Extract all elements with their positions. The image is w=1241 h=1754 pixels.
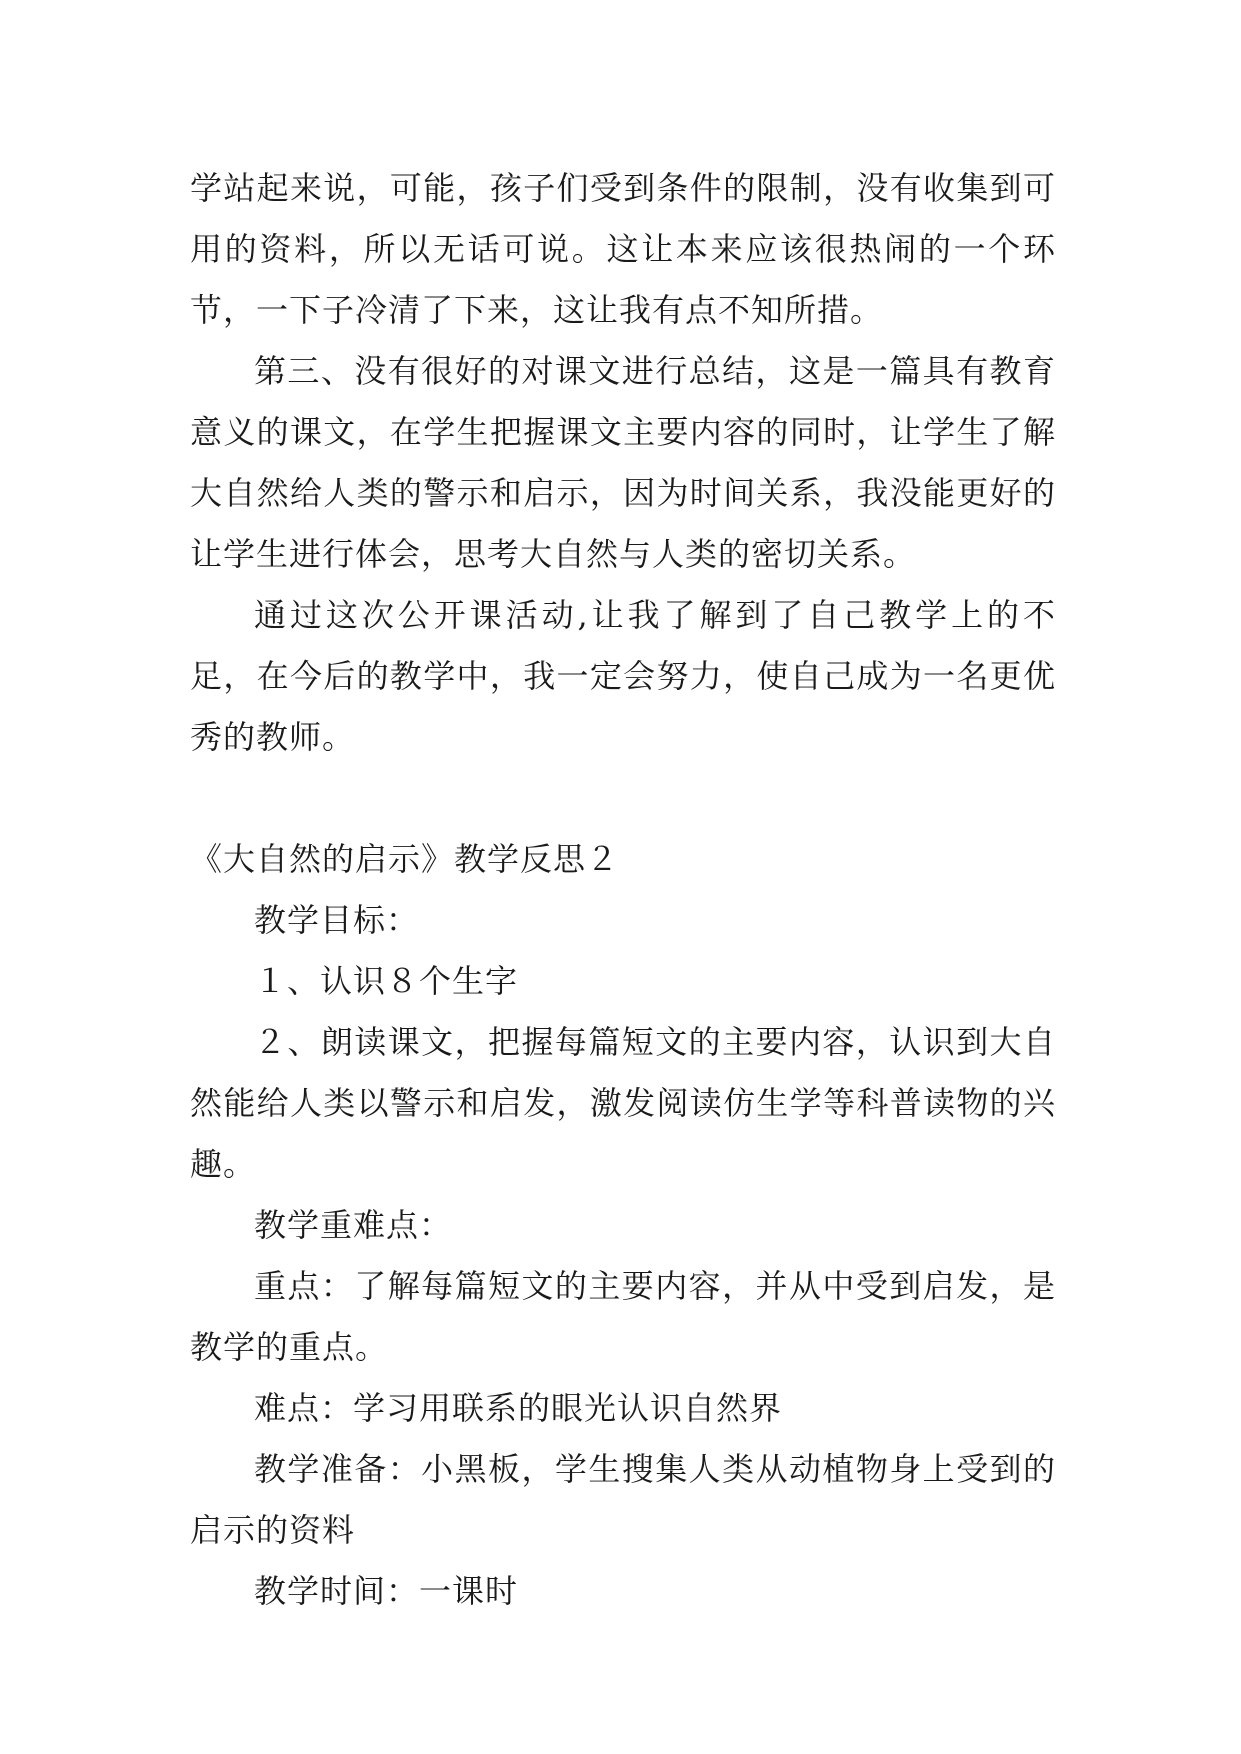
paragraph-teaching-time: 教学时间：一课时	[254, 1572, 519, 1610]
paragraph-preparation: 教学准备：小黑板，学生搜集人类从动植物身上受到的启示的资料	[190, 1450, 1056, 1549]
paragraph-teaching-goals-label: 教学目标：	[254, 901, 420, 939]
paragraph-goal-1: １、认识８个生字	[254, 962, 519, 1000]
paragraph-continuation: 学站起来说，可能，孩子们受到条件的限制，没有收集到可用的资料，所以无话可说。这让本来应该很热闹的一个环节，一下子冷清了下来，这让我有点不知所措。	[190, 169, 1056, 329]
paragraph-third-point: 第三、没有很好的对课文进行总结，这是一篇具有教育意义的课文，在学生把握课文主要内容的同时，让学生了解大自然给人类的警示和启示，因为时间关系，我没能更好的让学生进行体会，思考大自然与人类的密切关系。	[190, 352, 1056, 573]
paragraph-key-difficulty-label: 教学重难点：	[254, 1206, 453, 1244]
paragraph-key-point: 重点：了解每篇短文的主要内容，并从中受到启发，是教学的重点。	[190, 1267, 1056, 1366]
paragraph-conclusion: 通过这次公开课活动,让我了解到了自己教学上的不足，在今后的教学中，我一定会努力，使自己成为一名更优秀的教师。	[190, 596, 1056, 756]
section-heading: 《大自然的启示》教学反思２	[190, 840, 620, 878]
paragraph-goal-2: ２、朗读课文，把握每篇短文的主要内容，认识到大自然能给人类以警示和启发，激发阅读仿生学等科普读物的兴趣。	[190, 1023, 1056, 1183]
paragraph-difficulty: 难点：学习用联系的眼光认识自然界	[254, 1389, 783, 1427]
document-body	[190, 158, 1056, 1622]
